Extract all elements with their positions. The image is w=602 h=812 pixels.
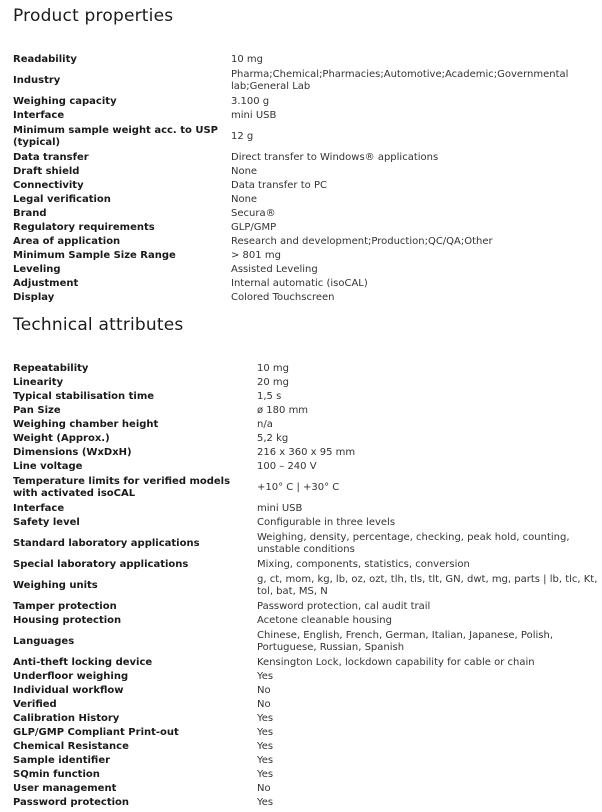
property-value: None: [231, 194, 258, 205]
product-properties-heading: Product properties: [13, 6, 174, 26]
table-row: [13, 249, 593, 263]
property-name: Display: [13, 292, 55, 303]
attribute-value: mini USB: [257, 503, 303, 514]
property-value: GLP/GMP: [231, 222, 277, 233]
product-properties-table: [13, 53, 593, 305]
table-row: [13, 404, 598, 418]
attribute-name: Interface: [13, 503, 65, 514]
property-value: Secura®: [231, 208, 276, 219]
table-row: [13, 684, 598, 698]
table-row: [13, 656, 598, 670]
property-value: Pharma;Chemical;Pharmacies;Automotive;Academic;Governmental lab;General Lab: [231, 69, 569, 92]
table-row: [13, 376, 598, 390]
table-row: [13, 277, 593, 291]
attribute-name: Anti-theft locking device: [13, 657, 153, 668]
attribute-value: No: [257, 783, 271, 794]
attribute-name: Calibration History: [13, 713, 120, 724]
attribute-value: 20 mg: [257, 377, 289, 388]
property-value: Internal automatic (isoCAL): [231, 278, 368, 289]
attribute-value: Yes: [257, 769, 274, 780]
attribute-value: g, ct, mom, kg, lb, oz, ozt, tlh, tls, tlt, GN, dwt, mg, parts | lb, tlc, Kt, tol, bat, MS, N: [257, 574, 598, 597]
technical-attributes-table: [13, 362, 598, 810]
table-row: [13, 207, 593, 221]
attribute-name: Weighing units: [13, 580, 98, 591]
table-row: [13, 53, 593, 67]
property-value: Assisted Leveling: [231, 264, 318, 275]
table-row: [13, 263, 593, 277]
attribute-value: Password protection, cal audit trail: [257, 601, 431, 612]
attribute-value: Yes: [257, 713, 274, 724]
attribute-name: Individual workflow: [13, 685, 124, 696]
property-name: Weighing capacity: [13, 96, 117, 107]
table-row: [13, 193, 593, 207]
property-name: Regulatory requirements: [13, 222, 155, 233]
table-row: [13, 558, 598, 572]
table-row: [13, 670, 598, 684]
attribute-name: User management: [13, 783, 117, 794]
attribute-name: Typical stabilisation time: [13, 391, 155, 402]
attribute-name: Verified: [13, 699, 57, 710]
property-value: Data transfer to PC: [231, 180, 327, 191]
table-row: [13, 502, 598, 516]
attribute-name: Chemical Resistance: [13, 741, 129, 752]
attribute-name: Password protection: [13, 797, 130, 808]
table-row: [13, 109, 593, 123]
table-row: [13, 362, 598, 376]
attribute-value: Weighing, density, percentage, checking, peak hold, counting, unstable conditions: [257, 532, 570, 555]
property-name: Interface: [13, 110, 65, 121]
attribute-name: Languages: [13, 636, 75, 647]
attribute-value: 1,5 s: [257, 391, 282, 402]
property-value: None: [231, 166, 258, 177]
attribute-name: Dimensions (WxDxH): [13, 447, 132, 458]
table-row: [13, 151, 593, 165]
table-row: [13, 530, 598, 558]
property-name: Readability: [13, 54, 77, 65]
property-value: 10 mg: [231, 54, 263, 65]
table-row: [13, 754, 598, 768]
table-row: [13, 432, 598, 446]
property-value: mini USB: [231, 110, 277, 121]
table-row: [13, 474, 598, 502]
property-value: > 801 mg: [231, 250, 281, 261]
attribute-name: Weight (Approx.): [13, 433, 110, 444]
attribute-name: Temperature limits for verified models with activated isoCAL: [13, 476, 231, 499]
attribute-value: +10° C | +30° C: [257, 482, 340, 493]
property-value: 12 g: [231, 131, 254, 142]
property-name: Data transfer: [13, 152, 89, 163]
table-row: [13, 95, 593, 109]
property-value: 3.100 g: [231, 96, 270, 107]
table-row: [13, 712, 598, 726]
attribute-value: Yes: [257, 741, 274, 752]
table-row: [13, 123, 593, 151]
table-row: [13, 698, 598, 712]
table-row: [13, 291, 593, 305]
attribute-value: 10 mg: [257, 363, 289, 374]
table-row: [13, 768, 598, 782]
attribute-value: Configurable in three levels: [257, 517, 396, 528]
table-row: [13, 572, 598, 600]
attribute-value: Acetone cleanable housing: [257, 615, 392, 626]
attribute-value: 5,2 kg: [257, 433, 289, 444]
attribute-value: 100 – 240 V: [257, 461, 317, 472]
attribute-name: Weighing chamber height: [13, 419, 159, 430]
attribute-value: Mixing, components, statistics, conversion: [257, 559, 470, 570]
table-row: [13, 235, 593, 249]
technical-attributes-heading: Technical attributes: [13, 315, 184, 335]
table-row: [13, 165, 593, 179]
property-value: Colored Touchscreen: [231, 292, 335, 303]
table-row: [13, 390, 598, 404]
property-name: Leveling: [13, 264, 61, 275]
attribute-name: Line voltage: [13, 461, 83, 472]
table-row: [13, 460, 598, 474]
attribute-name: Housing protection: [13, 615, 122, 626]
attribute-name: Repeatability: [13, 363, 89, 374]
table-row: [13, 418, 598, 432]
attribute-name: Underfloor weighing: [13, 671, 129, 682]
property-name: Minimum sample weight acc. to USP (typical): [13, 125, 218, 148]
table-row: [13, 446, 598, 460]
table-row: [13, 740, 598, 754]
table-row: [13, 67, 593, 95]
table-row: [13, 221, 593, 235]
table-row: [13, 726, 598, 740]
attribute-name: Pan Size: [13, 405, 61, 416]
attribute-value: 216 x 360 x 95 mm: [257, 447, 356, 458]
attribute-value: No: [257, 699, 271, 710]
attribute-value: Chinese, English, French, German, Italian, Japanese, Polish, Portuguese, Russian, Spanish: [257, 630, 553, 653]
attribute-value: n/a: [257, 419, 273, 430]
attribute-value: Yes: [257, 671, 274, 682]
property-name: Legal verification: [13, 194, 111, 205]
property-name: Minimum Sample Size Range: [13, 250, 176, 261]
attribute-name: Linearity: [13, 377, 64, 388]
attribute-name: GLP/GMP Compliant Print-out: [13, 727, 179, 738]
attribute-value: Kensington Lock, lockdown capability for cable or chain: [257, 657, 535, 668]
table-row: [13, 179, 593, 193]
attribute-name: Special laboratory applications: [13, 559, 189, 570]
table-row: [13, 600, 598, 614]
table-row: [13, 796, 598, 810]
property-value: Research and development;Production;QC/QA;Other: [231, 236, 493, 247]
attribute-value: ø 180 mm: [257, 405, 309, 416]
table-row: [13, 628, 598, 656]
table-row: [13, 516, 598, 530]
property-name: Connectivity: [13, 180, 84, 191]
attribute-name: Tamper protection: [13, 601, 117, 612]
property-name: Area of application: [13, 236, 121, 247]
property-name: Industry: [13, 75, 61, 86]
property-value: Direct transfer to Windows® applications: [231, 152, 439, 163]
table-row: [13, 782, 598, 796]
attribute-name: SQmin function: [13, 769, 100, 780]
table-row: [13, 614, 598, 628]
attribute-value: Yes: [257, 797, 274, 808]
attribute-name: Sample identifier: [13, 755, 111, 766]
property-name: Adjustment: [13, 278, 79, 289]
attribute-name: Safety level: [13, 517, 80, 528]
property-name: Brand: [13, 208, 47, 219]
attribute-value: No: [257, 685, 271, 696]
property-name: Draft shield: [13, 166, 80, 177]
attribute-value: Yes: [257, 727, 274, 738]
attribute-value: Yes: [257, 755, 274, 766]
attribute-name: Standard laboratory applications: [13, 538, 200, 549]
